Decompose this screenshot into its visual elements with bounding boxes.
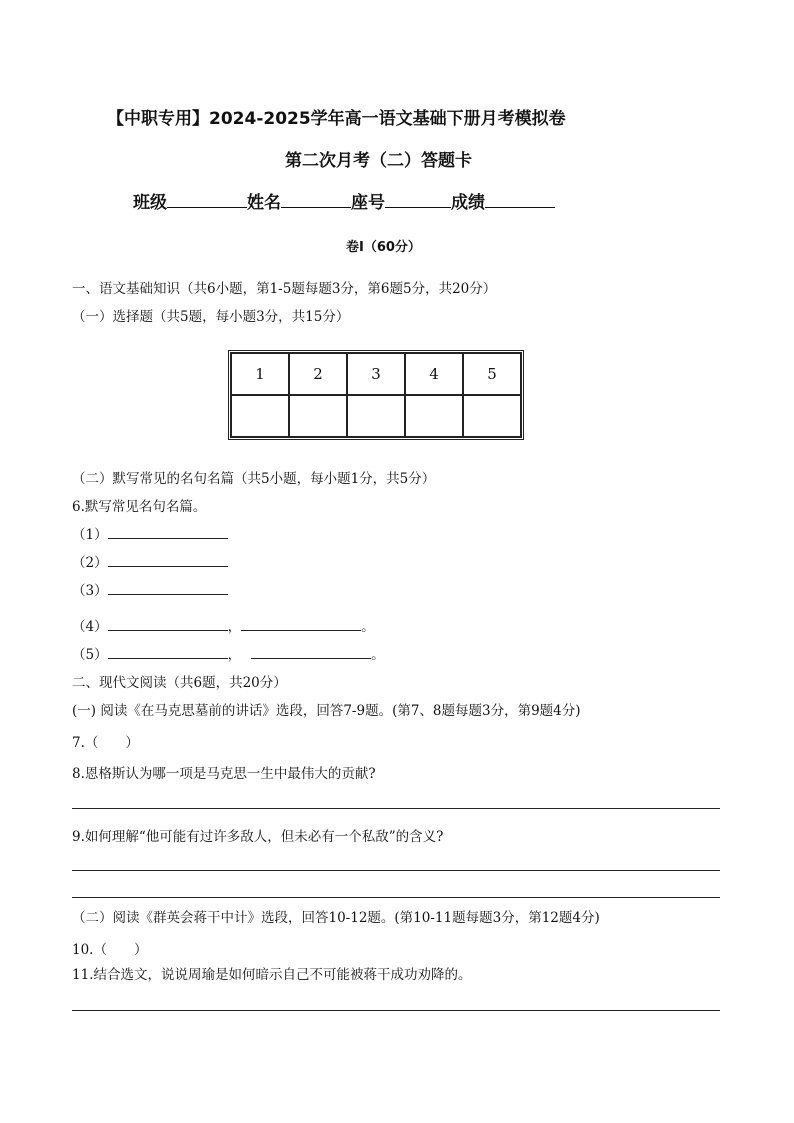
item-5-label: （5） bbox=[72, 647, 108, 663]
recitation-item-4 bbox=[72, 615, 375, 635]
question-6: 6.默写常见名句名篇。 bbox=[72, 499, 207, 515]
recitation-item-2 bbox=[72, 551, 228, 571]
answer-grid-answer-row bbox=[231, 395, 521, 437]
answer-line-q8[interactable] bbox=[72, 808, 720, 809]
class-label: 班级 bbox=[133, 193, 167, 213]
question-7: 7.（ ） bbox=[72, 735, 139, 751]
answer-cell-3[interactable] bbox=[347, 395, 405, 437]
item-5-blank-a[interactable] bbox=[108, 644, 228, 659]
name-label: 姓名 bbox=[247, 193, 281, 213]
question-10: 10.（ ） bbox=[72, 942, 148, 958]
grid-header-4: 4 bbox=[405, 353, 463, 395]
item-4-period: 。 bbox=[361, 619, 375, 635]
recitation-item-1 bbox=[72, 523, 228, 543]
item-2-blank[interactable] bbox=[108, 552, 228, 567]
part1-sub1: （一）选择题（共5题，每小题3分，共15分） bbox=[72, 309, 350, 325]
grid-header-5: 5 bbox=[463, 353, 521, 395]
item-5-blank-b[interactable] bbox=[251, 644, 371, 659]
part2-sub1: (一) 阅读《在马克思墓前的讲话》选段，回答7-9题。(第7、8题每题3分，第9题4分) bbox=[72, 703, 581, 719]
answer-cell-2[interactable] bbox=[289, 395, 347, 437]
page-subtitle: 第二次月考（二）答题卡 bbox=[285, 151, 472, 171]
question-11: 11.结合选文，说说周瑜是如何暗示自己不可能被蒋干成功劝降的。 bbox=[72, 967, 472, 983]
answer-line-q9-2[interactable] bbox=[72, 897, 720, 898]
part2-sub2: （二）阅读《群英会蒋干中计》选段，回答10-12题。(第10-11题每题3分，第12题4分) bbox=[72, 910, 600, 926]
item-3-blank[interactable] bbox=[108, 580, 228, 595]
class-blank[interactable] bbox=[167, 191, 247, 208]
part1-sub2: （二）默写常见的名句名篇（共5小题，每小题1分，共5分） bbox=[72, 471, 436, 487]
answer-grid bbox=[228, 350, 524, 440]
item-4-blank-b[interactable] bbox=[241, 616, 361, 631]
student-info-row bbox=[133, 188, 555, 213]
grid-header-1: 1 bbox=[231, 353, 289, 395]
item-5-comma: ， bbox=[227, 647, 242, 663]
item-5-period: 。 bbox=[371, 647, 385, 663]
recitation-item-5 bbox=[72, 643, 385, 663]
grid-header-3: 3 bbox=[347, 353, 405, 395]
score-label: 成绩 bbox=[451, 193, 485, 213]
recitation-item-3 bbox=[72, 579, 228, 599]
item-4-comma: ， bbox=[227, 619, 242, 635]
question-8: 8.恩格斯认为哪一项是马克思一生中最伟大的贡献? bbox=[72, 766, 376, 782]
answer-line-q11[interactable] bbox=[72, 1010, 720, 1011]
answer-grid-header-row bbox=[231, 353, 521, 395]
item-4-blank-a[interactable] bbox=[108, 616, 228, 631]
item-4-label: （4） bbox=[72, 619, 108, 635]
item-2-label: （2） bbox=[72, 555, 108, 571]
item-1-label: （1） bbox=[72, 527, 108, 543]
score-blank[interactable] bbox=[485, 191, 555, 208]
part2-heading: 二、现代文阅读（共6题，共20分） bbox=[72, 675, 287, 691]
page-title: 【中职专用】2024-2025学年高一语文基础下册月考模拟卷 bbox=[107, 109, 566, 129]
volume-heading: 卷Ⅰ（60分） bbox=[346, 240, 421, 255]
seat-blank[interactable] bbox=[385, 191, 451, 208]
answer-cell-4[interactable] bbox=[405, 395, 463, 437]
question-9: 9.如何理解“他可能有过许多敌人，但未必有一个私敌”的含义? bbox=[72, 829, 444, 845]
answer-cell-5[interactable] bbox=[463, 395, 521, 437]
item-3-label: （3） bbox=[72, 583, 108, 599]
item-1-blank[interactable] bbox=[108, 524, 228, 539]
grid-header-2: 2 bbox=[289, 353, 347, 395]
name-blank[interactable] bbox=[281, 191, 351, 208]
seat-label: 座号 bbox=[351, 193, 385, 213]
answer-line-q9-1[interactable] bbox=[72, 870, 720, 871]
answer-cell-1[interactable] bbox=[231, 395, 289, 437]
part1-heading: 一、语文基础知识（共6小题，第1-5题每题3分，第6题5分，共20分） bbox=[72, 281, 497, 297]
